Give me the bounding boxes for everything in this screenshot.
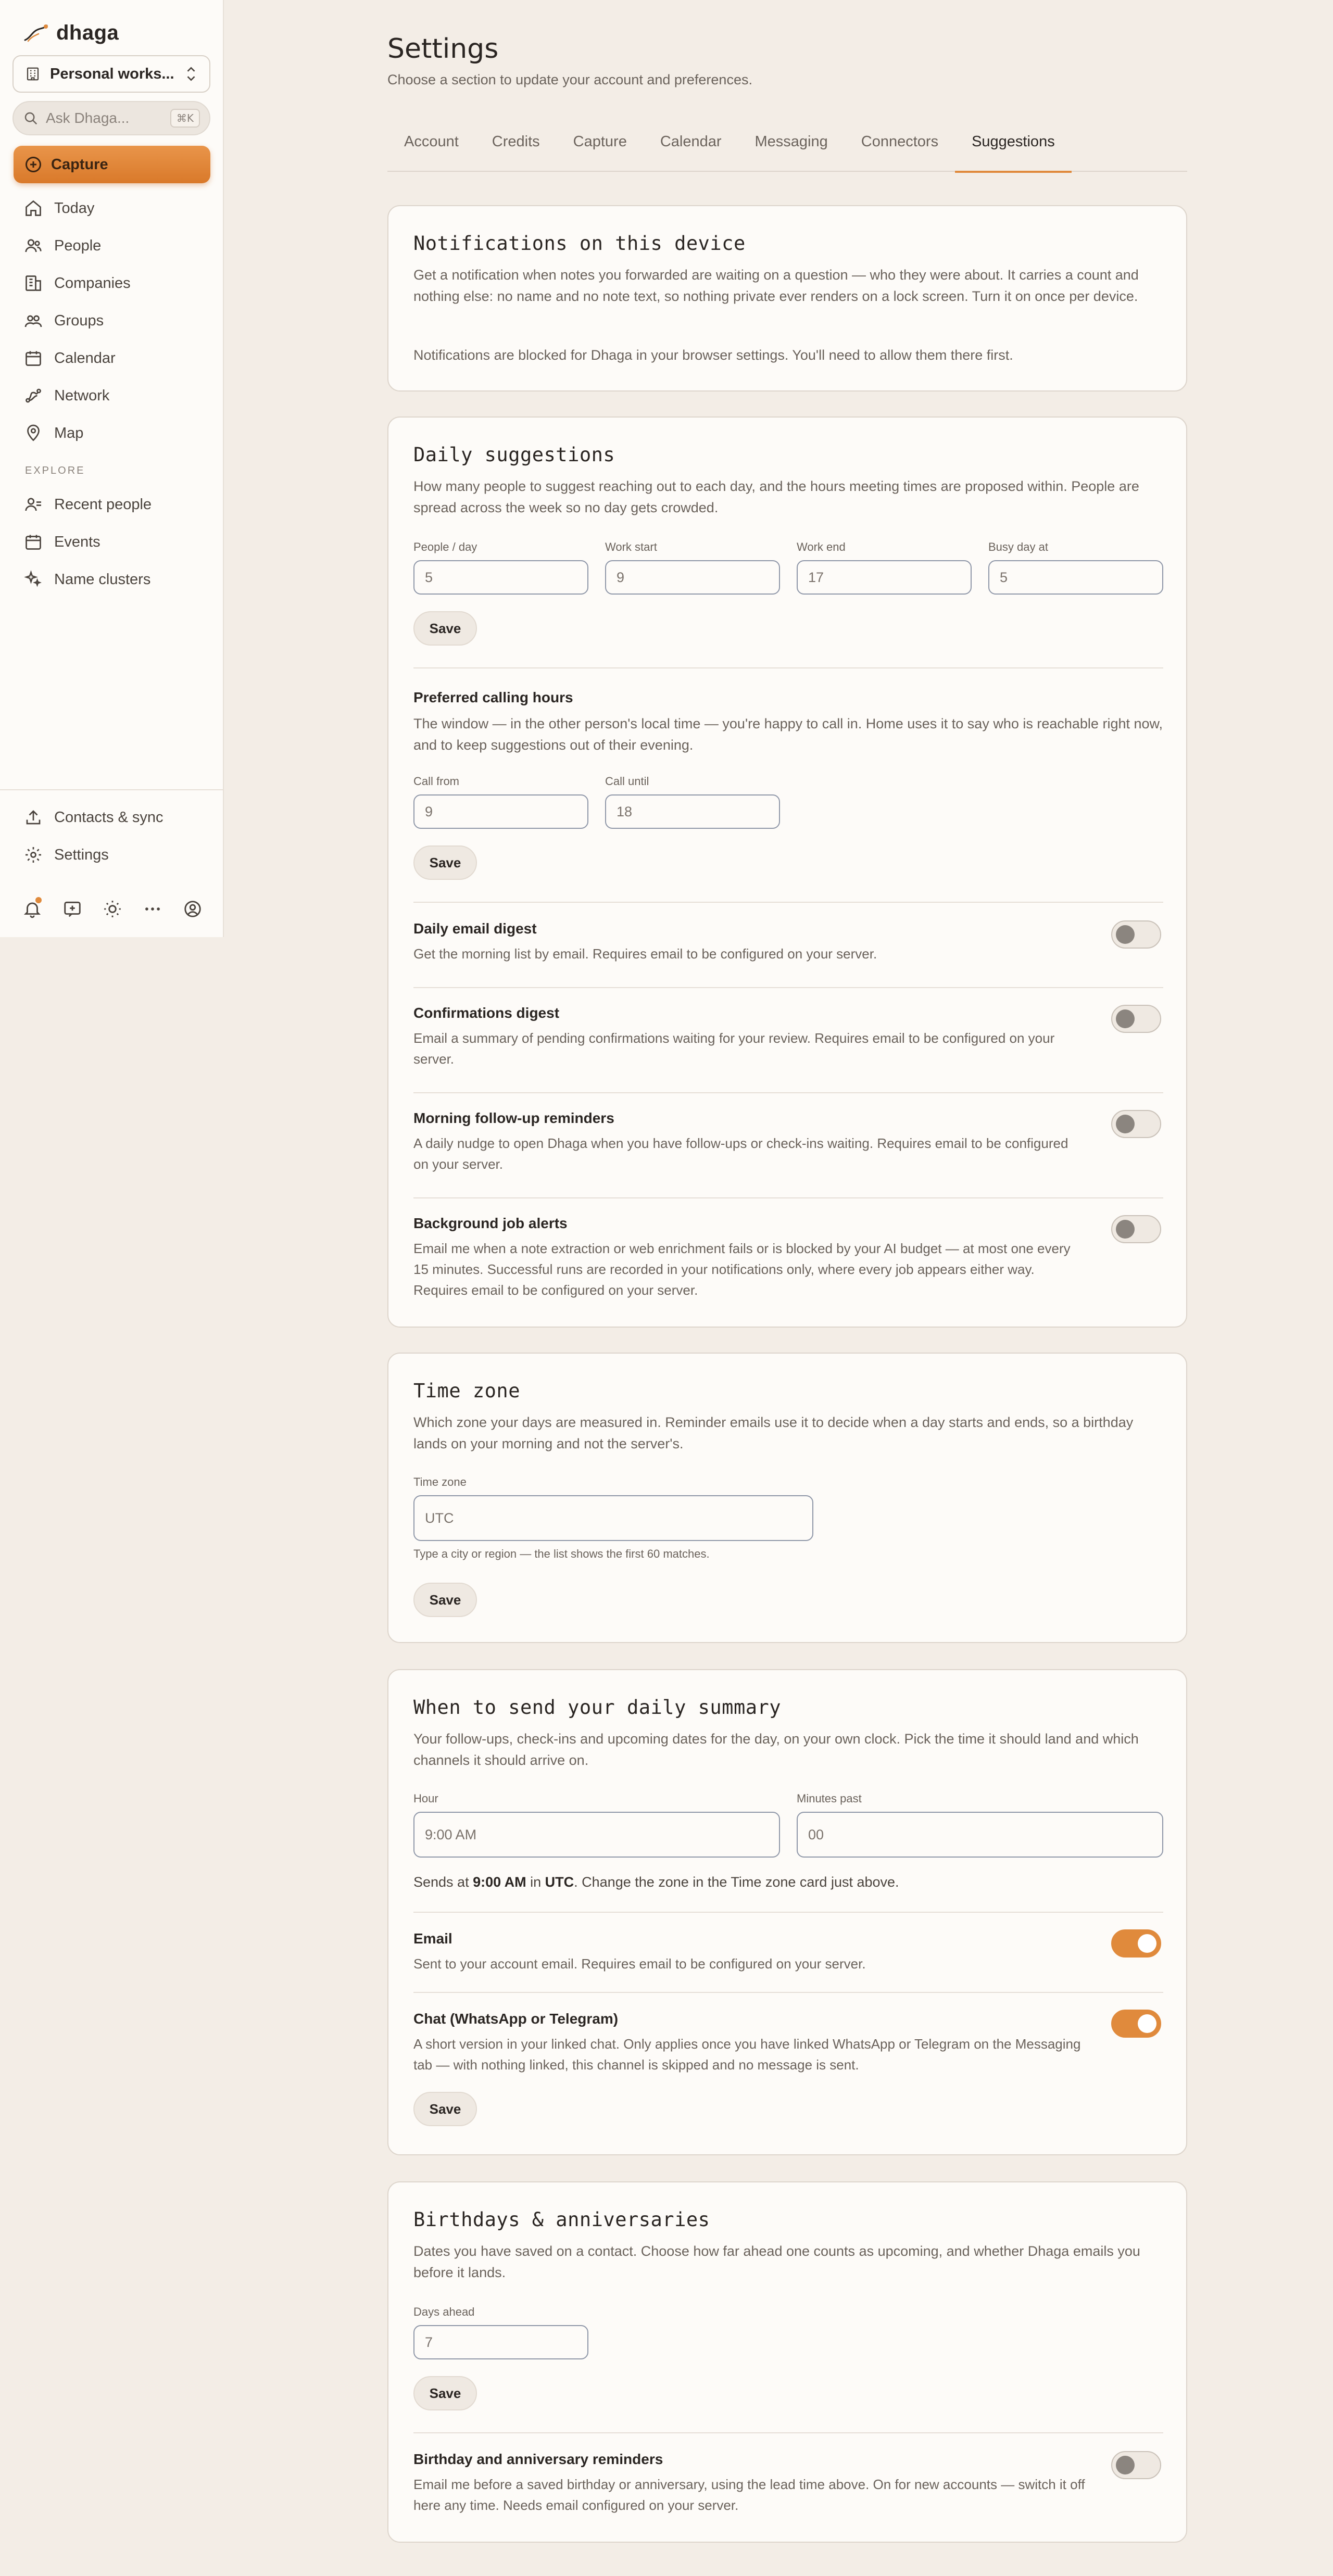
daily-summary-card: [387, 1669, 1187, 2155]
toggle-row-title: Background job alerts: [413, 1215, 568, 1231]
card-description: Dates you have saved on a contact. Choose how far ahead one counts as upcoming, and whether Dhaga emails you before it lands.: [413, 2243, 1140, 2280]
background-job-alerts-toggle[interactable]: [1111, 1215, 1161, 1243]
sidebar-divider: [0, 789, 224, 790]
notifications-card: [387, 205, 1187, 392]
ask-placeholder: Ask Dhaga...: [46, 110, 130, 126]
group-icon: [24, 311, 43, 330]
call-until-label: Call until: [605, 775, 649, 788]
settings-tabs: [387, 129, 1187, 172]
notifications-button[interactable]: [12, 892, 53, 926]
nav-label: Network: [54, 387, 110, 404]
sparkles-icon: [24, 570, 43, 589]
brand[interactable]: [23, 19, 119, 47]
save-button[interactable]: Save: [413, 845, 477, 880]
nav-label: Events: [54, 533, 100, 550]
toggle-row-title: Birthday and anniversary reminders: [413, 2451, 663, 2467]
birthday-reminders-toggle[interactable]: [1111, 2451, 1161, 2479]
nav-label: Calendar: [54, 349, 116, 367]
recent-people-icon: [24, 495, 43, 514]
toggle-row-title: Email: [413, 1930, 452, 1947]
divider: [413, 902, 1163, 903]
time-zone-input[interactable]: UTC: [413, 1495, 813, 1541]
morning-reminders-toggle[interactable]: [1111, 1110, 1161, 1138]
save-button[interactable]: Save: [413, 1583, 477, 1617]
capture-label: Capture: [51, 156, 108, 173]
notification-dot: [35, 897, 42, 903]
workspace-switcher[interactable]: [12, 55, 210, 93]
days-ahead-label: Days ahead: [413, 2305, 475, 2318]
send-time-mid: in: [526, 1874, 545, 1890]
birthdays-card: [387, 2181, 1187, 2543]
nav-item-contacts-sync[interactable]: [12, 799, 212, 836]
card-description: Which zone your days are measured in. Reminder emails use it to decide when a day starts and ends, so a birthday lands on your morning and not the server's.: [413, 1415, 1134, 1451]
summary-chat-toggle[interactable]: [1111, 2010, 1161, 2038]
hour-label: Hour: [413, 1792, 438, 1805]
toggle-row-description: Sent to your account email. Requires email to be configured on your server.: [413, 1956, 866, 1972]
main-nav: [12, 190, 212, 452]
work-end-label: Work end: [797, 540, 846, 553]
divider: [413, 987, 1163, 988]
toggle-row-description: Email a summary of pending confirmations waiting for your review. Requires email to be configured on your server.: [413, 1030, 1055, 1067]
time-zone-card: [387, 1353, 1187, 1643]
upload-icon: [24, 808, 43, 827]
minutes-select[interactable]: 00: [797, 1812, 1163, 1858]
nav-label: Recent people: [54, 496, 152, 513]
hour-select[interactable]: 9:00 AM: [413, 1812, 780, 1858]
plus-circle-icon: [24, 155, 43, 174]
calling-hours-description: The window — in the other person's local time — you're happy to call in. Home uses it to say who is reachable right now, and to keep suggestions out of their evening.: [413, 716, 1163, 753]
work-start-input[interactable]: 9: [605, 560, 780, 595]
busy-day-label: Busy day at: [988, 540, 1048, 553]
nav-item-today[interactable]: [12, 190, 212, 227]
call-from-input[interactable]: 9: [413, 794, 588, 829]
calendar-icon: [24, 349, 43, 368]
chevron-up-down-icon: [184, 65, 198, 83]
nav-label: Groups: [54, 312, 104, 329]
people-per-day-input[interactable]: 5: [413, 560, 588, 595]
time-zone-label: Time zone: [413, 1475, 467, 1488]
minutes-label: Minutes past: [797, 1792, 862, 1805]
map-pin-icon: [24, 424, 43, 443]
building-icon: [24, 274, 43, 293]
daily-suggestions-card: [387, 416, 1187, 1328]
divider: [413, 1992, 1163, 1993]
explore-section-label: EXPLORE: [25, 465, 85, 476]
user-circle-icon: [183, 899, 203, 919]
divider: [413, 667, 1163, 668]
toggle-row-title: Morning follow-up reminders: [413, 1110, 614, 1126]
divider: [413, 1092, 1163, 1093]
tab-connectors[interactable]: Connectors: [861, 133, 939, 150]
more-dots-icon: [143, 899, 162, 919]
nav-label: Companies: [54, 274, 131, 292]
tab-capture[interactable]: Capture: [573, 133, 627, 150]
feedback-button[interactable]: [53, 892, 93, 926]
save-button[interactable]: Save: [413, 611, 477, 646]
nav-item-map[interactable]: [12, 414, 212, 452]
save-button[interactable]: Save: [413, 2092, 477, 2126]
nav-label: Settings: [54, 846, 109, 863]
notifications-blocked-note: Notifications are blocked for Dhaga in your browser settings. You'll need to allow them there first.: [413, 347, 1013, 363]
sidebar: [0, 0, 224, 937]
nav-item-name-clusters[interactable]: [12, 561, 212, 598]
tab-messaging[interactable]: Messaging: [754, 133, 828, 150]
divider: [413, 1912, 1163, 1913]
nav-item-recent-people[interactable]: [12, 486, 212, 523]
page-subtitle: Choose a section to update your account and preferences.: [387, 72, 752, 87]
people-per-day-label: People / day: [413, 540, 477, 553]
calendar-icon: [24, 533, 43, 551]
card-title: Notifications on this device: [413, 232, 746, 255]
nav-item-network[interactable]: [12, 377, 212, 414]
tab-suggestions[interactable]: Suggestions: [955, 129, 1072, 172]
summary-email-toggle[interactable]: [1111, 1929, 1161, 1958]
divider: [413, 2432, 1163, 2433]
nav-item-companies[interactable]: [12, 264, 212, 302]
card-description: Get a notification when notes you forwarded are waiting on a question — who they were about. It carries a count and nothing else: no name and no note text, so nothing private ever renders on a lock screen. Turn it on once per device.: [413, 267, 1139, 304]
card-title: Birthdays & anniversaries: [413, 2208, 710, 2231]
nav-item-settings[interactable]: [12, 836, 212, 874]
thread-logo-icon: [23, 22, 49, 43]
busy-day-input[interactable]: 5: [988, 560, 1163, 595]
toggle-row-description: A daily nudge to open Dhaga when you have follow-ups or check-ins waiting. Requires email to be configured on your server.: [413, 1135, 1068, 1172]
theme-toggle-button[interactable]: [93, 892, 133, 926]
tab-account[interactable]: Account: [404, 133, 459, 150]
time-zone-hint: Type a city or region — the list shows the first 60 matches.: [413, 1547, 710, 1560]
confirmations-digest-toggle[interactable]: [1111, 1005, 1161, 1033]
message-plus-icon: [62, 899, 82, 919]
work-start-label: Work start: [605, 540, 657, 553]
workspace-label: Personal works...: [50, 65, 174, 82]
ask-dhaga-search[interactable]: [12, 101, 210, 135]
tab-calendar[interactable]: Calendar: [660, 133, 722, 150]
card-title: When to send your daily summary: [413, 1696, 782, 1719]
toggle-row-title: Chat (WhatsApp or Telegram): [413, 2011, 619, 2027]
nav-item-events[interactable]: [12, 523, 212, 561]
nav-label: Contacts & sync: [54, 809, 164, 826]
calling-hours-title: Preferred calling hours: [413, 689, 573, 705]
toggle-row-title: Daily email digest: [413, 920, 537, 937]
card-title: Daily suggestions: [413, 444, 615, 466]
tab-credits[interactable]: Credits: [492, 133, 540, 150]
send-zone-value: UTC: [545, 1874, 574, 1890]
people-icon: [24, 236, 43, 255]
send-time-value: 9:00 AM: [473, 1874, 526, 1890]
nav-item-calendar[interactable]: [12, 339, 212, 377]
search-icon: [23, 110, 39, 126]
shortcut-badge: ⌘K: [170, 109, 200, 128]
toggle-row-description: Email me when a note extraction or web enrichment fails or is blocked by your AI budget — at most one every 15 minutes. Successful runs are recorded in your notifications only, where every job appears either way. Requires email to be configured on your server.: [413, 1241, 1071, 1298]
more-button[interactable]: [132, 892, 172, 926]
nav-item-groups[interactable]: [12, 302, 212, 339]
send-time-suffix: . Change the zone in the Time zone card just above.: [574, 1874, 899, 1890]
explore-nav: [12, 486, 212, 598]
toggle-row-description: Email me before a saved birthday or anniversary, using the lead time above. On for new accounts — switch it off here any time. Needs email configured on your server.: [413, 2477, 1085, 2513]
daily-email-digest-toggle[interactable]: [1111, 920, 1161, 949]
send-time-prefix: Sends at: [413, 1874, 473, 1890]
days-ahead-input[interactable]: 7: [413, 2325, 588, 2359]
sun-icon: [103, 899, 122, 919]
nav-item-people[interactable]: [12, 227, 212, 264]
footer-nav: [12, 799, 212, 874]
capture-button[interactable]: [14, 146, 210, 183]
card-description: How many people to suggest reaching out to each day, and the hours meeting times are proposed within. People are spread across the week so no day gets crowded.: [413, 478, 1139, 515]
page-title: Settings: [387, 33, 499, 65]
nav-label: People: [54, 237, 102, 254]
card-title: Time zone: [413, 1380, 520, 1402]
home-icon: [24, 199, 43, 218]
brand-name: dhaga: [56, 21, 119, 44]
send-time-note: [413, 1874, 899, 1890]
gear-icon: [24, 845, 43, 864]
call-until-input[interactable]: 18: [605, 794, 780, 829]
call-from-label: Call from: [413, 775, 460, 788]
nav-label: Name clusters: [54, 571, 151, 588]
bottom-toolbar: [12, 892, 212, 926]
toggle-row-description: Get the morning list by email. Requires email to be configured on your server.: [413, 946, 877, 962]
nav-label: Today: [54, 199, 95, 217]
toggle-row-title: Confirmations digest: [413, 1005, 560, 1021]
toggle-row-description: A short version in your linked chat. Only applies once you have linked WhatsApp or Telegram on the Messaging tab — with nothing linked, this channel is skipped and no message is sent.: [413, 2036, 1081, 2073]
divider: [413, 1197, 1163, 1198]
save-button[interactable]: Save: [413, 2376, 477, 2410]
nav-label: Map: [54, 424, 84, 441]
network-icon: [24, 386, 43, 405]
account-button[interactable]: [172, 892, 212, 926]
card-description: Your follow-ups, check-ins and upcoming dates for the day, on your own clock. Pick the time it should land and which channels it should arrive on.: [413, 1731, 1139, 1768]
work-end-input[interactable]: 17: [797, 560, 972, 595]
building-icon: [25, 66, 41, 82]
